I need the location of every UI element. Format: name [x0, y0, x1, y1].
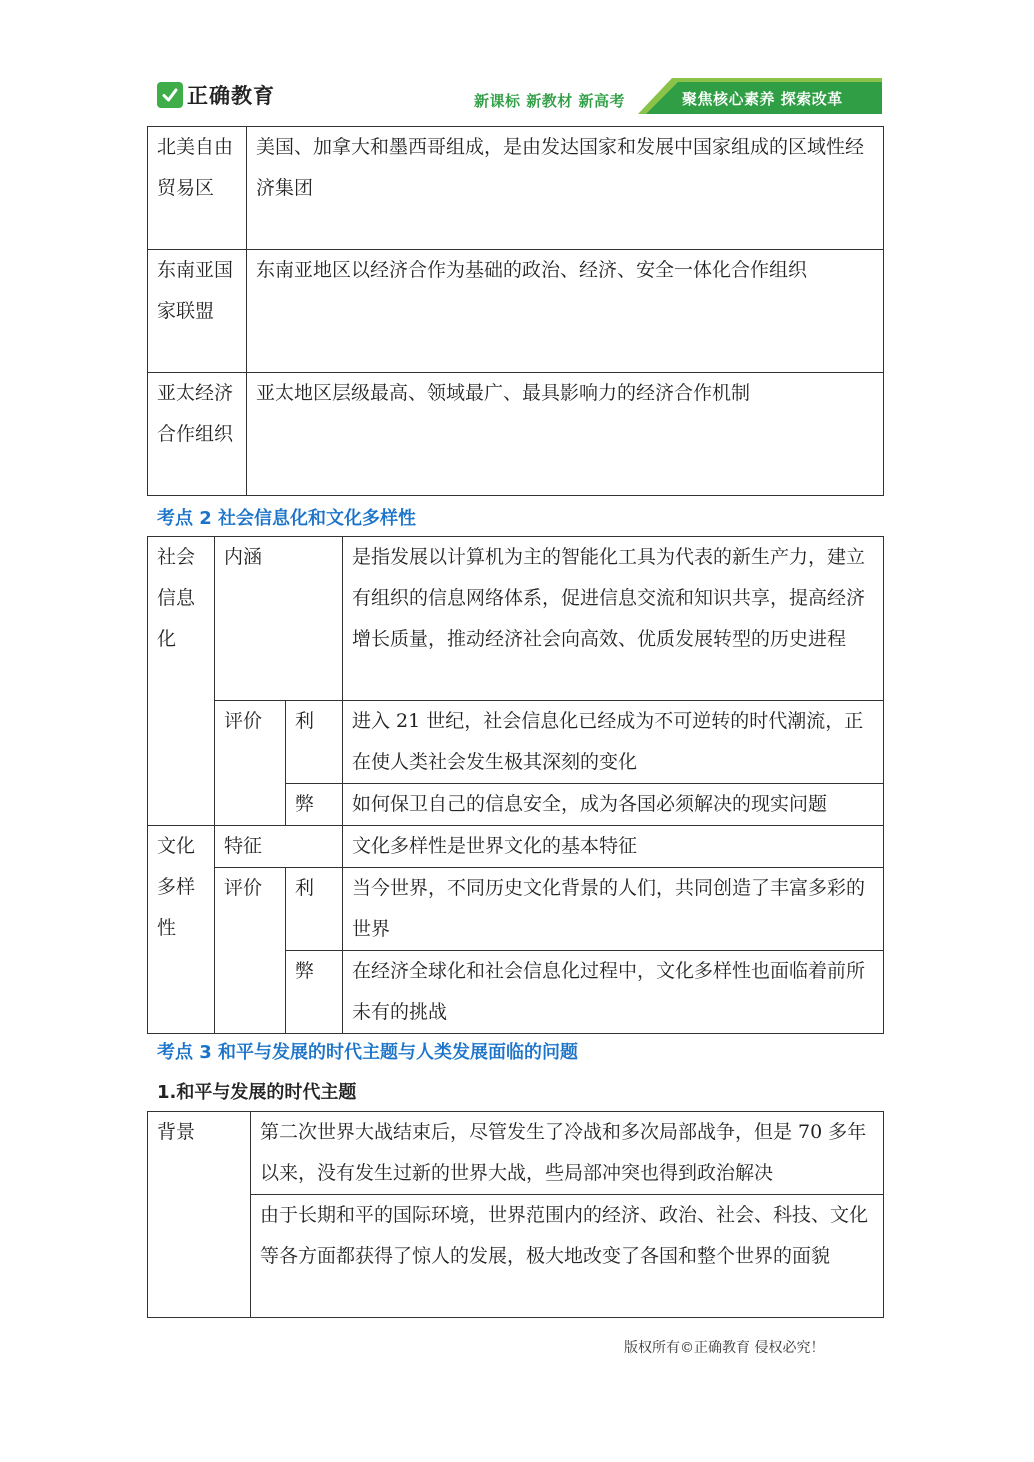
feature-text: 文化多样性是世界文化的基本特征 — [343, 826, 884, 868]
sub-heading: 1.和平与发展的时代主题 — [157, 1082, 357, 1103]
con-label: 弊 — [286, 784, 343, 826]
info-label: 社会信息化 — [148, 537, 215, 826]
table-row — [148, 373, 884, 496]
table-row — [148, 1112, 884, 1195]
table-row — [148, 127, 884, 250]
con-text: 在经济全球化和社会信息化过程中，文化多样性也面临着前所未有的挑战 — [343, 951, 884, 1034]
copyright-footer: 版权所有©正确教育 侵权必究！ — [624, 1340, 825, 1356]
info-culture-table — [147, 536, 884, 1034]
page-header — [0, 0, 1034, 120]
background-text-1: 第二次世界大战结束后，尽管发生了冷战和多次局部战争，但是 70 多年以来，没有发生过新的世界大战，些局部冲突也得到政治解决 — [251, 1112, 884, 1195]
table-row — [148, 701, 884, 784]
con-text: 如何保卫自己的信息安全，成为各国必须解决的现实问题 — [343, 784, 884, 826]
table-row — [148, 868, 884, 951]
table-row — [148, 250, 884, 373]
background-text-2: 由于长期和平的国际环境，世界范围内的经济、政治、社会、科技、文化等各方面都获得了惊人的发展，极大地改变了各国和整个世界的面貌 — [251, 1195, 884, 1318]
meaning-label: 内涵 — [215, 537, 343, 701]
org-desc: 东南亚地区以经济合作为基础的政治、经济、安全一体化合作组织 — [247, 250, 884, 373]
feature-label: 特征 — [215, 826, 343, 868]
section-3-heading: 考点 3 和平与发展的时代主题与人类发展面临的问题 — [157, 1042, 579, 1063]
eval-label: 评价 — [215, 868, 286, 1034]
org-term: 东南亚国家联盟 — [148, 250, 247, 373]
section-2-heading: 考点 2 社会信息化和文化多样性 — [157, 508, 417, 529]
org-desc: 美国、加拿大和墨西哥组成，是由发达国家和发展中国家组成的区域性经济集团 — [247, 127, 884, 250]
org-term: 北美自由贸易区 — [148, 127, 247, 250]
pro-text: 进入 21 世纪，社会信息化已经成为不可逆转的时代潮流，正在使人类社会发生极其深刻的变化 — [343, 701, 884, 784]
table-row — [148, 537, 884, 701]
culture-label: 文化多样性 — [148, 826, 215, 1034]
org-desc: 亚太地区层级最高、领域最广、最具影响力的经济合作机制 — [247, 373, 884, 496]
check-icon — [157, 82, 183, 108]
background-label: 背景 — [148, 1112, 251, 1318]
slogan-right: 聚焦核心素养 探索改革 — [682, 90, 843, 108]
peace-development-table — [147, 1111, 884, 1318]
regional-org-table — [147, 126, 884, 496]
logo-text: 正确教育 — [187, 84, 275, 108]
table-row — [148, 1195, 884, 1318]
table-row — [148, 826, 884, 868]
pro-label: 利 — [286, 868, 343, 951]
meaning-text: 是指发展以计算机为主的智能化工具为代表的新生产力，建立有组织的信息网络体系，促进信息交流和知识共享，提高经济增长质量，推动经济社会向高效、优质发展转型的历史进程 — [343, 537, 884, 701]
org-term: 亚太经济合作组织 — [148, 373, 247, 496]
eval-label: 评价 — [215, 701, 286, 826]
brand-logo — [157, 80, 275, 110]
slogan-left: 新课标 新教材 新高考 — [474, 92, 625, 110]
pro-text: 当今世界，不同历史文化背景的人们，共同创造了丰富多彩的世界 — [343, 868, 884, 951]
con-label: 弊 — [286, 951, 343, 1034]
pro-label: 利 — [286, 701, 343, 784]
